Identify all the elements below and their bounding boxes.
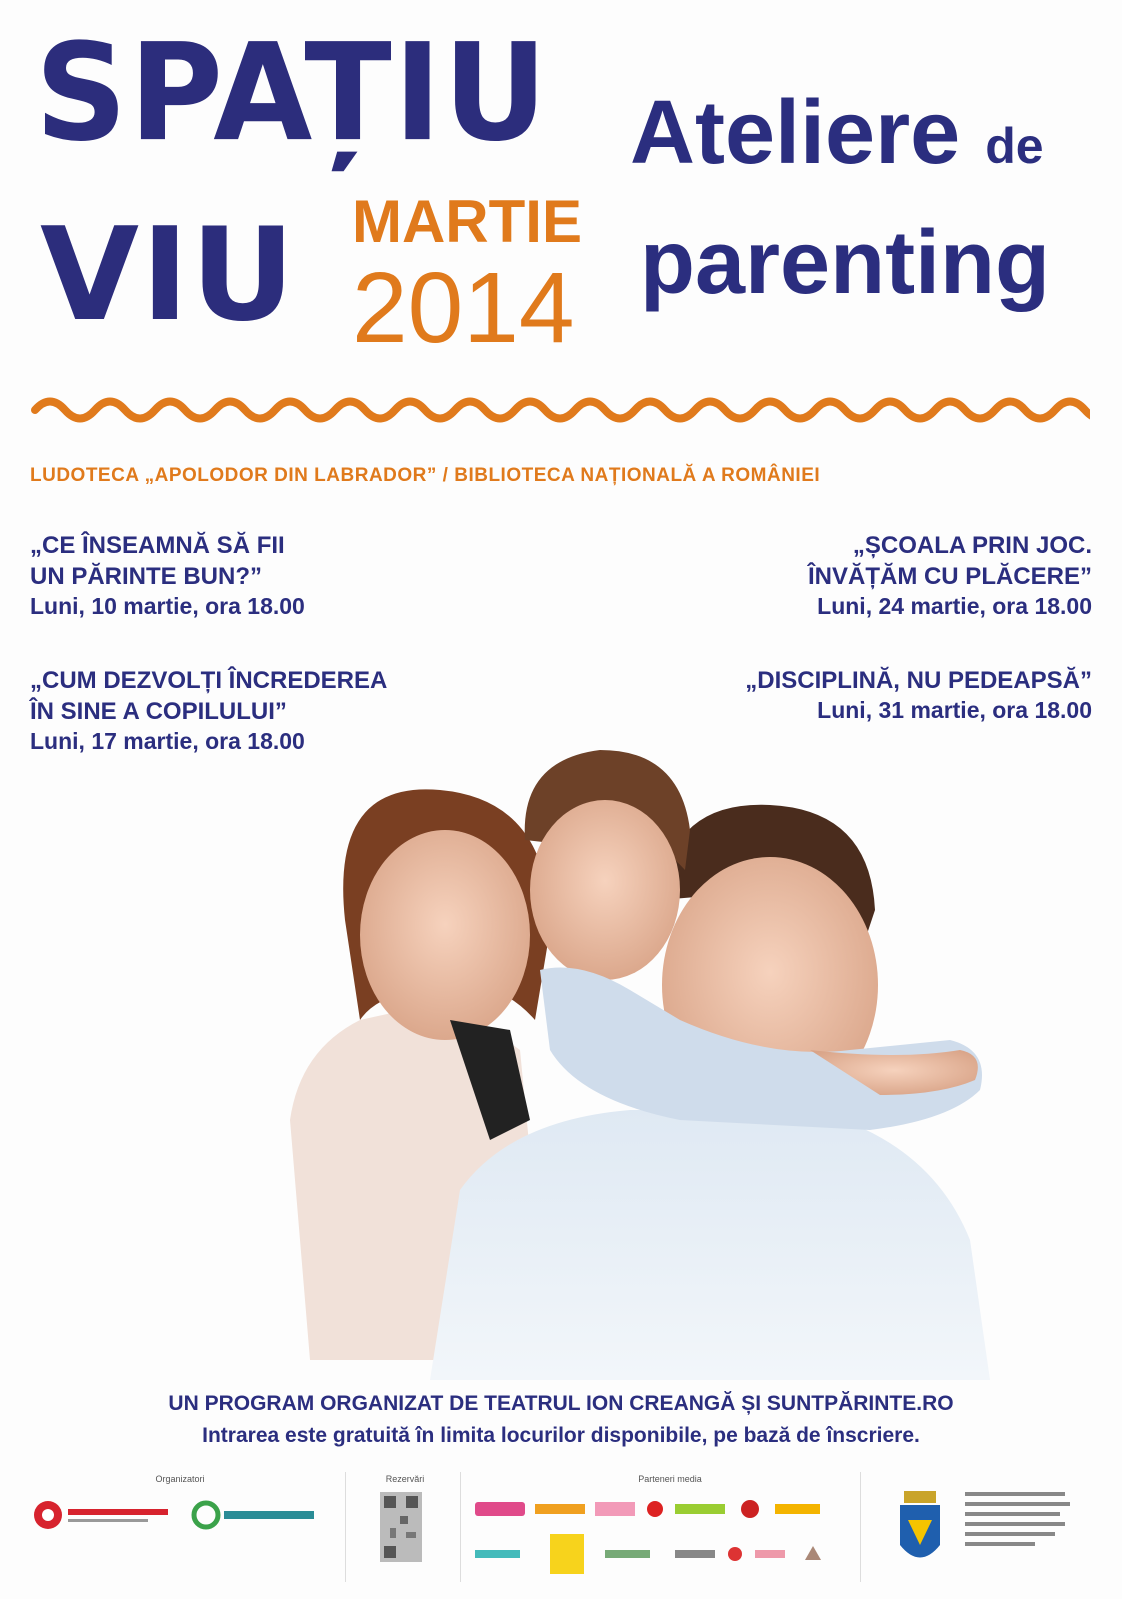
partners-label: Parteneri media — [638, 1474, 702, 1484]
event-title: „CUM DEZVOLȚI ÎNCREDEREA — [30, 667, 388, 694]
event-4 — [745, 665, 1092, 726]
institution-text-block — [965, 1490, 1075, 1570]
event-title: ÎNVĂȚĂM CU PLĂCERE” — [807, 563, 1092, 591]
bucharest-coat-of-arms — [890, 1485, 950, 1580]
year-label: 2014 — [352, 252, 575, 364]
entry-info: Intrarea este gratuită în limita locurilor disponibile, pe bază de înscriere. — [202, 1424, 920, 1447]
poster-title-line2: parenting — [640, 213, 1051, 313]
brand-title-line2: VIU — [40, 201, 297, 350]
teatrul-ion-creanga-logo — [30, 1495, 180, 1540]
contact-label: Rezervări — [385, 1474, 425, 1484]
organizer-line: UN PROGRAM ORGANIZAT DE TEATRUL ION CREANGĂ ȘI SUNTPĂRINTE.RO — [168, 1392, 954, 1415]
event-date: Luni, 31 martie, ora 18.00 — [817, 697, 1092, 724]
qr-code — [380, 1492, 422, 1567]
event-title: „DISCIPLINĂ, NU PEDEAPSĂ” — [745, 667, 1092, 694]
month-label: MARTIE — [352, 188, 582, 255]
footer-divider — [460, 1472, 461, 1582]
footer-divider — [345, 1472, 346, 1582]
suntparinte-logo — [190, 1495, 330, 1540]
venue-line: LUDOTECA „APOLODOR DIN LABRADOR” / BIBLIOTECA NAȚIONALĂ A ROMÂNIEI — [30, 465, 821, 486]
wave-divider — [30, 385, 1090, 435]
event-title: UN PĂRINTE BUN?” — [30, 563, 262, 591]
event-title: ÎN SINE A COPILULUI” — [30, 698, 287, 726]
family-photo — [250, 720, 1010, 1380]
event-1 — [30, 530, 305, 622]
event-date: Luni, 17 martie, ora 18.00 — [30, 728, 305, 755]
poster-title-word: Ateliere — [630, 83, 961, 183]
event-title: „CE ÎNSEAMNĂ SĂ FII — [30, 532, 285, 559]
event-3 — [808, 530, 1092, 622]
event-date: Luni, 24 martie, ora 18.00 — [817, 593, 1092, 620]
organizers-label: Organizatori — [155, 1474, 205, 1484]
footer-divider — [860, 1472, 861, 1582]
event-title: „ȘCOALA PRIN JOC. — [852, 532, 1092, 559]
event-date: Luni, 10 martie, ora 18.00 — [30, 593, 305, 620]
poster-title-line1 — [630, 83, 1044, 183]
poster-title-suffix: de — [985, 118, 1044, 174]
brand-title-line1: SPAȚIU — [35, 15, 550, 172]
media-partner-logos — [475, 1492, 850, 1587]
